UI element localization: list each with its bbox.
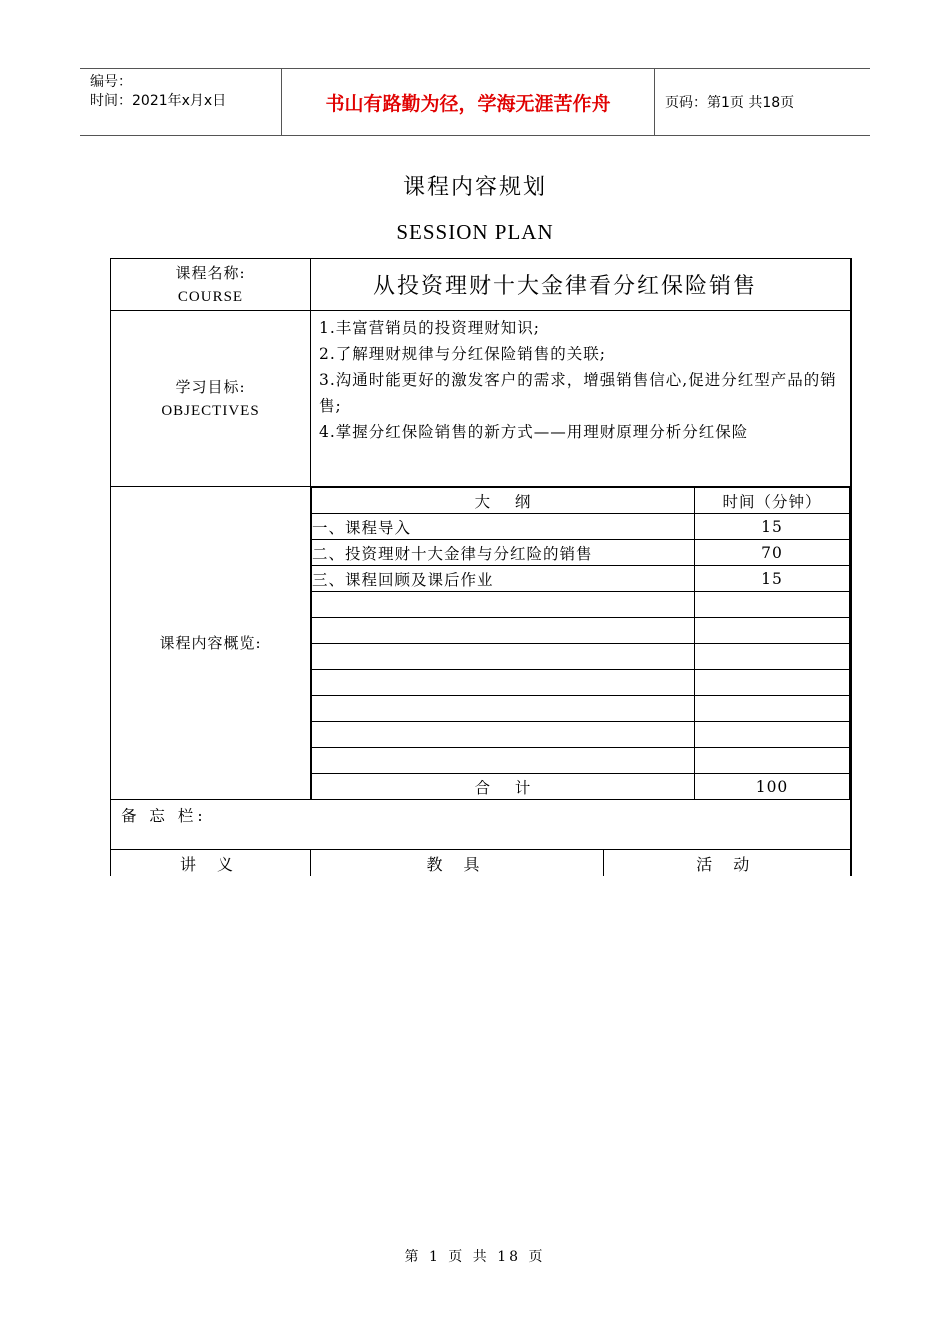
- course-label: 课程名称: COURSE: [111, 259, 311, 311]
- objective-item: 1.丰富营销员的投资理财知识;: [319, 319, 541, 337]
- course-name: 从投资理财十大金律看分红保险销售: [311, 259, 851, 311]
- overview-table: [311, 487, 850, 799]
- objective-item: 3.沟通时能更好的激发客户的需求，增强销售信心,促进分红型产品的销售;: [319, 371, 837, 415]
- number-label: 编号：: [90, 74, 132, 90]
- objectives-list: [311, 311, 851, 487]
- col-outline-header: 大 纲: [312, 488, 695, 514]
- table-row: 三、课程回顾及课后作业 15: [312, 566, 850, 592]
- total-value: 100: [695, 774, 850, 800]
- page-footer: 第 1 页 共 18 页: [404, 1249, 546, 1265]
- table-row: [312, 722, 850, 748]
- col-handout: 讲 义: [111, 850, 311, 877]
- overview-header-row: [312, 488, 850, 514]
- col-activity: 活 动: [604, 850, 851, 877]
- header-motto: 书山有路勤为径，学海无涯苦作舟: [282, 69, 655, 135]
- table-row: [312, 618, 850, 644]
- table-row: [312, 696, 850, 722]
- page-title-en: SESSION PLAN: [396, 220, 554, 244]
- table-row: [312, 670, 850, 696]
- objective-item: 4.掌握分红保险销售的新方式——用理财原理分析分红保险: [319, 423, 749, 441]
- objectives-label: 学习目标: OBJECTIVES: [111, 311, 311, 487]
- page-header: [80, 68, 870, 136]
- memo-row: [111, 800, 851, 850]
- header-meta: [80, 69, 282, 135]
- table-row: [312, 748, 850, 774]
- col-tools: 教 具: [311, 850, 604, 877]
- header-page-info: 页码：第1页 共18页: [665, 95, 795, 111]
- session-plan-table: [110, 258, 852, 876]
- overview-row: [111, 487, 851, 800]
- time-label: 时间：2021年x月x日: [90, 93, 227, 109]
- objectives-row: [111, 311, 851, 487]
- table-row: 一、课程导入 15: [312, 514, 850, 540]
- total-label: 合 计: [312, 774, 695, 800]
- page-title-cn: 课程内容规划: [402, 175, 547, 200]
- col-time-header: 时间（分钟）: [695, 488, 850, 514]
- memo-label: 备 忘 栏:: [111, 800, 851, 850]
- overview-cell: [311, 487, 851, 800]
- bottom-header-row: [111, 850, 851, 877]
- objective-item: 2.了解理财规律与分红保险销售的关联;: [319, 345, 607, 363]
- table-row: 二、投资理财十大金律与分红险的销售 70: [312, 540, 850, 566]
- course-row: [111, 259, 851, 311]
- total-row: [312, 774, 850, 800]
- overview-label: 课程内容概览:: [111, 487, 311, 800]
- table-row: [312, 644, 850, 670]
- table-row: [312, 592, 850, 618]
